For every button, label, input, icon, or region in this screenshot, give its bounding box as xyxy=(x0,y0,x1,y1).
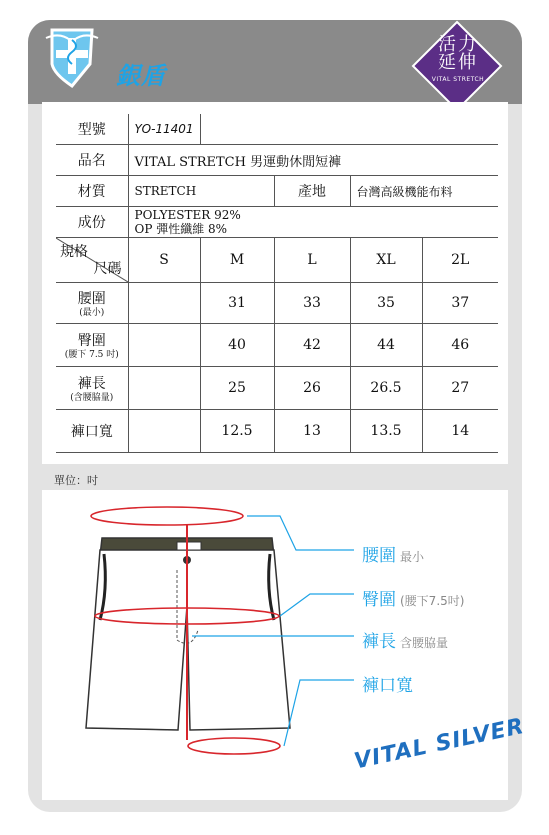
brand-name: 銀盾 xyxy=(116,62,166,90)
badge-en: VITAL STRETCH xyxy=(431,76,485,83)
size-header-row xyxy=(56,238,498,283)
cell xyxy=(128,324,200,367)
waist-label: 腰圍 xyxy=(362,546,396,566)
material-value: STRETCH xyxy=(128,176,274,207)
cell: 31 xyxy=(200,283,274,324)
hem-label: 褲口寬 xyxy=(362,676,413,696)
row-sublabel: (含腰脇量) xyxy=(70,393,114,403)
cell: 40 xyxy=(200,324,274,367)
material-label: 材質 xyxy=(56,176,128,207)
cell xyxy=(128,410,200,453)
composition-row xyxy=(56,207,498,238)
composition-line-1: POLYESTER 92% xyxy=(134,208,241,222)
row-label: 褲口寬 xyxy=(70,424,113,440)
name-label: 品名 xyxy=(56,145,128,176)
size-m: M xyxy=(200,238,274,283)
cell xyxy=(128,367,200,410)
cell: 46 xyxy=(422,324,498,367)
size-xl: XL xyxy=(350,238,422,283)
cell: 27 xyxy=(422,367,498,410)
badge-cn-line2: 延伸 xyxy=(438,52,478,73)
hip-label: 臀圍 xyxy=(362,590,396,610)
composition-line-2: OP 彈性纖維 8% xyxy=(134,222,228,236)
cell: 26.5 xyxy=(350,367,422,410)
waist-sublabel: 最小 xyxy=(400,550,425,564)
length-annotation xyxy=(362,627,448,652)
waist-annotation xyxy=(362,541,424,566)
cell: 13.5 xyxy=(350,410,422,453)
length-sublabel: 含腰脇量 xyxy=(400,636,449,650)
cell: 26 xyxy=(274,367,350,410)
composition-label: 成份 xyxy=(56,207,128,238)
footer-brand: VITAL SILVER xyxy=(352,713,527,775)
row-label: 褲長 xyxy=(77,376,106,392)
name-value: VITAL STRETCH 男運動休閒短褲 xyxy=(128,145,498,176)
table-row xyxy=(56,283,498,324)
badge-cn-line1: 活力 xyxy=(438,34,478,55)
hip-sublabel: (腰下7.5吋) xyxy=(400,594,465,608)
unit-label: 單位：吋 xyxy=(54,474,98,487)
origin-label: 產地 xyxy=(274,176,350,207)
cell: 37 xyxy=(422,283,498,324)
size-s: S xyxy=(128,238,200,283)
spec-table xyxy=(56,114,498,453)
hip-annotation xyxy=(362,585,464,610)
model-row xyxy=(56,114,498,145)
cell: 25 xyxy=(200,367,274,410)
name-row xyxy=(56,145,498,176)
table-row xyxy=(56,324,498,367)
length-label: 褲長 xyxy=(362,632,396,652)
row-label: 腰圍 xyxy=(77,291,106,307)
cell: 13 xyxy=(274,410,350,453)
badge-text xyxy=(426,36,490,83)
row-label: 臀圍 xyxy=(77,333,106,349)
cell: 12.5 xyxy=(200,410,274,453)
size-header-top: 規格 xyxy=(60,244,88,260)
cell: 33 xyxy=(274,283,350,324)
cell: 42 xyxy=(274,324,350,367)
hem-annotation xyxy=(362,671,413,696)
cell: 35 xyxy=(350,283,422,324)
cell: 14 xyxy=(422,410,498,453)
size-header-bottom: 尺碼 xyxy=(93,261,122,277)
size-header-cell xyxy=(56,238,128,283)
row-sublabel: (腰下 7.5 吋) xyxy=(64,350,119,360)
size-2l: 2L xyxy=(422,238,498,283)
row-sublabel: (最小) xyxy=(79,308,105,318)
table-row xyxy=(56,410,498,453)
material-row xyxy=(56,176,498,207)
origin-value: 台灣高級機能布料 xyxy=(350,176,498,207)
cell: 44 xyxy=(350,324,422,367)
table-row xyxy=(56,367,498,410)
model-value: YO-11401 xyxy=(128,114,200,145)
cell xyxy=(128,283,200,324)
size-l: L xyxy=(274,238,350,283)
model-label: 型號 xyxy=(56,114,128,145)
